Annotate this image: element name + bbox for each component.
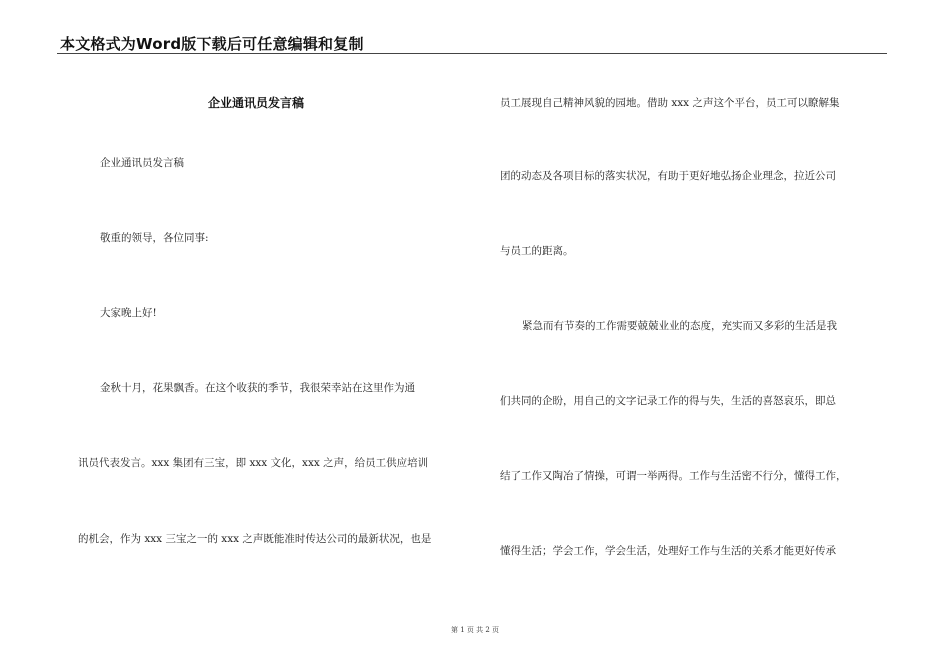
document-title: 企业通讯员发言稿: [208, 96, 305, 110]
paragraph-line: 员工展现自己精神风貌的园地。借助 xxx 之声这个平台，员工可以瞭解集: [500, 97, 840, 109]
paragraph-line: 懂得生活；学会工作，学会生活，处理好工作与生活的关系才能更好传承: [500, 545, 836, 557]
document-banner: 本文格式为Word版下载后可任意编辑和复制: [60, 35, 364, 53]
banner-divider: [57, 53, 887, 54]
paragraph-line: 敬重的领导，各位同事:: [100, 232, 209, 244]
paragraph-line: 紧急而有节奏的工作需要兢兢业业的态度，充实而又多彩的生活是我: [522, 320, 837, 332]
paragraph-line: 金秋十月，花果飘香。在这个收获的季节，我很荣幸站在这里作为通: [100, 382, 415, 394]
paragraph-line: 的机会，作为 xxx 三宝之一的 xxx 之声既能准时传达公司的最新状况，也是: [78, 533, 432, 545]
paragraph-line: 们共同的企盼，用自己的文字记录工作的得与失，生活的喜怒哀乐，即总: [500, 395, 836, 407]
paragraph-line: 讯员代表发言。xxx 集团有三宝，即 xxx 文化，xxx 之声，给员工供应培训: [78, 457, 429, 469]
paragraph-line: 大家晚上好!: [100, 307, 157, 319]
paragraph-line: 结了工作又陶冶了情操，可谓一举两得。工作与生活密不行分，懂得工作，: [500, 470, 847, 482]
page-number: 第 1 页 共 2 页: [450, 626, 500, 634]
paragraph-line: 企业通讯员发言稿: [100, 157, 184, 169]
paragraph-line: 团的动态及各项目标的落实状况，有助于更好地弘扬企业理念，拉近公司: [500, 170, 836, 182]
paragraph-line: 与员工的距离。: [500, 245, 574, 257]
